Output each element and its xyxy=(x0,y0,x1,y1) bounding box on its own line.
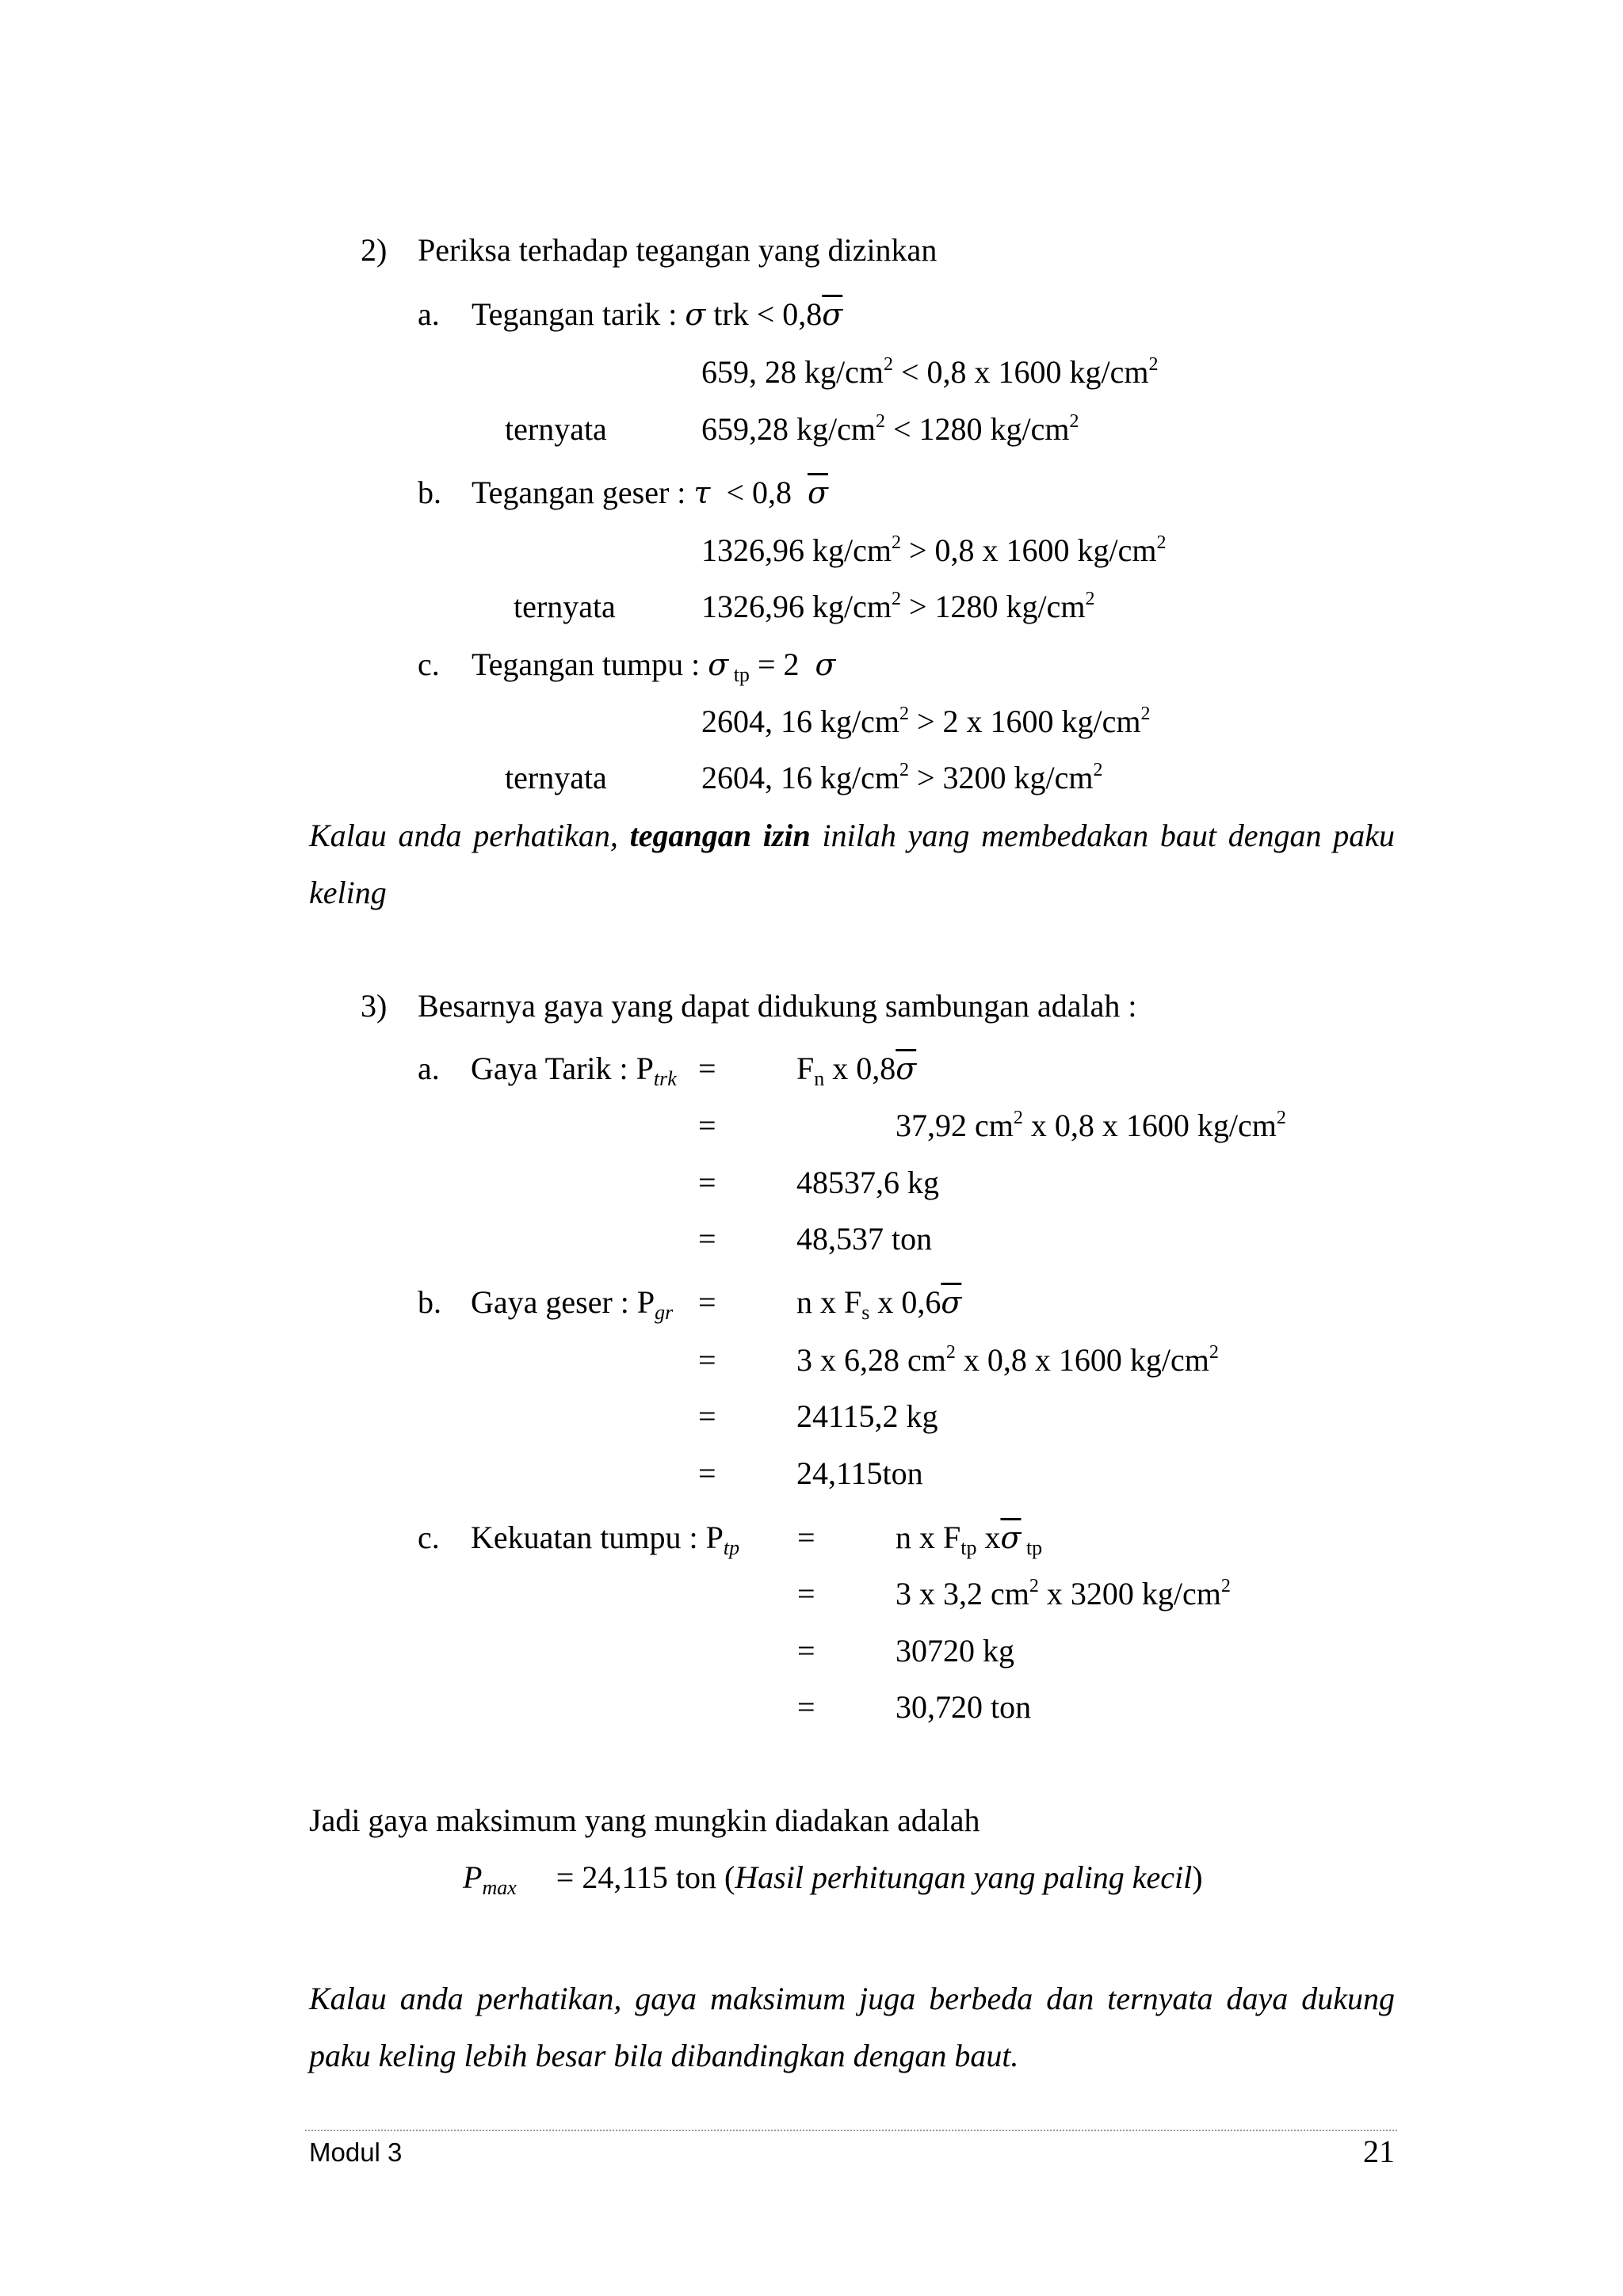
item-2a-line1: 659, 28 $kg/cm^2 < 0,8$ x 1600 $kg/cm^2$ xyxy=(701,354,1159,390)
item-3a-line3: 48537,6 kg xyxy=(796,1165,939,1200)
note-paragraph-2: Kalau anda perhatikan, gaya maksimum juga berbeda dan ternyata daya dukung paku keling lebih besar bila dibandingkan dengan baut. xyxy=(309,1981,1395,2073)
item-3b-marker: b. xyxy=(418,1284,441,1320)
item-3b-label: Gaya geser : $P_{gr}$ xyxy=(471,1284,674,1324)
item-2c-line2: 2604, 16 $kg/cm^2 > 3200$ $kg/cm^2$ xyxy=(701,760,1103,795)
item-3c-eq3: = xyxy=(797,1633,815,1669)
item-3c-line4: 30,720 ton xyxy=(896,1689,1032,1725)
item-2b-ternyata: ternyata xyxy=(514,589,616,624)
section-3-heading: Besarnya gaya yang dapat didukung sambungan adalah : xyxy=(418,988,1137,1024)
item-2a-marker: a. xyxy=(418,296,440,332)
item-3a-eq3: = xyxy=(698,1165,716,1200)
item-2c-line1: 2604, 16 $kg/cm^2 > 2$ x 1600 $kg/cm^2$ xyxy=(701,704,1151,739)
note-emphasis: tegangan izin xyxy=(629,818,811,853)
item-2c-label xyxy=(472,646,835,684)
section-2-number: 2) xyxy=(361,232,388,268)
item-3b-line2: 3 x 6,28 $cm^2$ x 0,8 x 1600 $kg/cm^2$ xyxy=(796,1342,1219,1378)
item-2b-label-text: Tegangan geser : xyxy=(472,475,686,510)
item-3a-line1: $F_n$ x $0,8\overline{\sigma}$ xyxy=(796,1051,917,1090)
item-3c-line3: 30720 kg xyxy=(896,1633,1014,1669)
item-2b-formula: τ < 0,8 $\overline{\sigma}$ xyxy=(693,475,828,510)
item-2a-label-text: Tegangan tarik : xyxy=(472,296,678,332)
conclusion-intro: Jadi gaya maksimum yang mungkin diadakan adalah xyxy=(309,1802,980,1838)
item-3a-eq1: = xyxy=(698,1051,716,1086)
conclusion-formula: $P_{max}$ = 24,115 ton (Hasil perhitungan yang paling kecil) xyxy=(463,1859,1203,1899)
item-2b-line2: 1326,96 $kg/cm^2 > 1280$ $kg/cm^2$ xyxy=(701,589,1095,624)
item-3c-label: Kekuatan tumpu : $P_{tp}$ xyxy=(471,1520,740,1559)
item-3c-line1: n x $F_{tp}$ $x\overline{\sigma}$ $_{tp}$ xyxy=(896,1520,1043,1559)
item-3a-eq4: = xyxy=(698,1221,716,1257)
item-3a-line2: 37,92 $cm^2$ x 0,8 x 1600 $kg/cm^2$ xyxy=(896,1108,1286,1143)
item-2a-ternyata: ternyata xyxy=(505,411,607,447)
item-3b-line4: 24,115ton xyxy=(796,1455,923,1491)
footer-module: Modul 3 xyxy=(309,2138,403,2167)
item-3a-eq2: = xyxy=(698,1108,716,1143)
item-2b-line1: 1326,96 $kg/cm^2 > 0,8$ x 1600 $kg/cm^2$ xyxy=(701,532,1167,568)
page-number: 21 xyxy=(1363,2134,1395,2169)
item-2c-marker: c. xyxy=(418,646,440,682)
section-2-heading: Periksa terhadap tegangan yang dizinkan xyxy=(418,232,938,268)
section-3-number: 3) xyxy=(361,988,388,1024)
item-3b-eq4: = xyxy=(698,1455,716,1491)
item-3b-line1: n x $F_s$ x $0,6\overline{\sigma}$ xyxy=(796,1284,962,1324)
item-3b-eq2: = xyxy=(698,1342,716,1378)
item-2c-label-text: Tegangan tumpu : xyxy=(472,646,701,682)
item-2a-label xyxy=(472,296,842,334)
item-2a-formula: σ trk < $0,8\overline{\sigma}$ xyxy=(685,296,843,332)
item-2a-line2: 659,28 $kg/cm^2 < 1280$ $kg/cm^2$ xyxy=(701,411,1079,447)
item-3c-eq4: = xyxy=(797,1689,815,1725)
item-3c-eq1: = xyxy=(797,1520,815,1555)
item-3a-label: Gaya Tarik : $P_{trk}$ xyxy=(471,1051,677,1090)
item-2c-ternyata: ternyata xyxy=(505,760,607,795)
item-2c-formula: σ $_{tp}$ = 2 σ xyxy=(708,646,836,686)
item-2b-label xyxy=(472,474,828,512)
item-3a-marker: a. xyxy=(418,1051,440,1086)
item-3c-marker: c. xyxy=(418,1520,440,1555)
item-3b-eq3: = xyxy=(698,1398,716,1434)
item-3c-eq2: = xyxy=(797,1576,815,1611)
item-3b-eq1: = xyxy=(698,1284,716,1320)
footer-divider xyxy=(305,2130,1397,2131)
conclusion-note: Hasil perhitungan yang paling kecil xyxy=(735,1859,1193,1895)
item-3a-line4: 48,537 ton xyxy=(796,1221,933,1257)
item-3c-line2: 3 x 3,2 $cm^2$ x 3200 $kg/cm^2$ xyxy=(896,1576,1231,1611)
item-3b-line3: 24115,2 kg xyxy=(796,1398,938,1434)
item-2b-marker: b. xyxy=(418,475,441,510)
note-paragraph-1: Kalau anda perhatikan, tegangan izin inilah yang membedakan baut dengan paku keling xyxy=(309,818,1396,910)
